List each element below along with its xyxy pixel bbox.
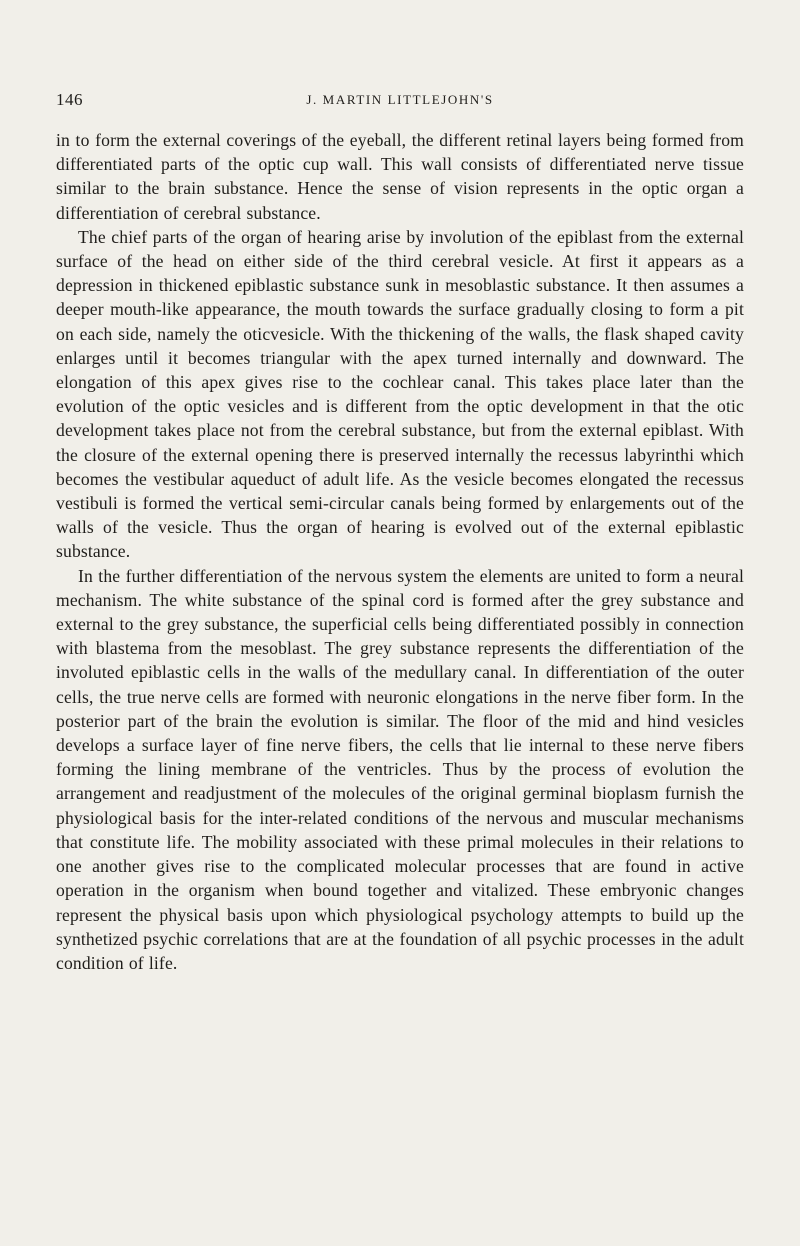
page-number: 146 [56, 90, 83, 109]
running-head: J. MARTIN LITTLEJOHN'S [306, 92, 494, 107]
paragraph-continuation: in to form the external coverings of the eyeball, the different retinal layers being formed from differentiated parts of the optic cup wall. This wall consists of differentiated nerve tissue similar to the brain substance. Hence the sense of vision represents in the optic organ a differentiation of cerebral substance. [56, 130, 744, 223]
body-text [56, 128, 744, 975]
paragraph-organ-of-hearing: The chief parts of the organ of hearing arise by involution of the epiblast from the external surface of the head on either side of the third cerebral vesicle. At first it appears as a depression in thickened epiblastic substance sunk in mesoblastic substance. It then assumes a deeper mouth-like appearance, the mouth towards the surface gradually closing to form a pit on each side, namely the oticvesicle. With the thickening of the walls, the flask shaped cavity enlarges until it becomes triangular with the apex turned internally and downward. The elongation of this apex gives rise to the cochlear canal. This takes place later than the evolution of the optic vesicles and is different from the optic development in that the otic development takes place not from the cerebral substance, but from the external epiblast. With the closure of the external opening there is preserved internally the recessus labyrinthi which becomes the vestibular aqueduct of adult life. As the vesicle becomes elongated the recessus vestibuli is formed the vertical semi-circular canals being formed by enlargements out of the walls of the vesicle. Thus the organ of hearing is evolved out of the external epiblastic substance. [56, 226, 744, 562]
page-header [56, 90, 744, 114]
paragraph-nervous-system: In the further differentiation of the nervous system the elements are united to form a neural mechanism. The white substance of the spinal cord is formed after the grey substance and external to the grey substance, the superficial cells being differentiated possibly in connection with blastema from the mesoblast. The grey substance represents the differentiation of the involuted epiblastic cells in the walls of the medullary canal. In differentiation of the outer cells, the true nerve cells are formed with neuronic elongations in the nerve fiber form. In the posterior part of the brain the evolution is similar. The floor of the mid and hind vesicles develops a surface layer of fine nerve fibers, the cells that lie internal to these nerve fibers forming the lining membrane of the ventricles. Thus by the process of evolution the arrangement and readjustment of the molecules of the original germinal bioplasm furnish the physiological basis for the inter-related conditions of the nervous and muscular mechanisms that constitute life. The mobility associated with these primal molecules in their relations to one another gives rise to the complicated molecular processes that are found in active operation in the organism when bound together and vitalized. These embryonic changes represent the physical basis upon which physiological psychology attempts to build up the synthetized psychic correlations that are at the foundation of all psychic processes in the adult condition of life. [56, 565, 744, 973]
